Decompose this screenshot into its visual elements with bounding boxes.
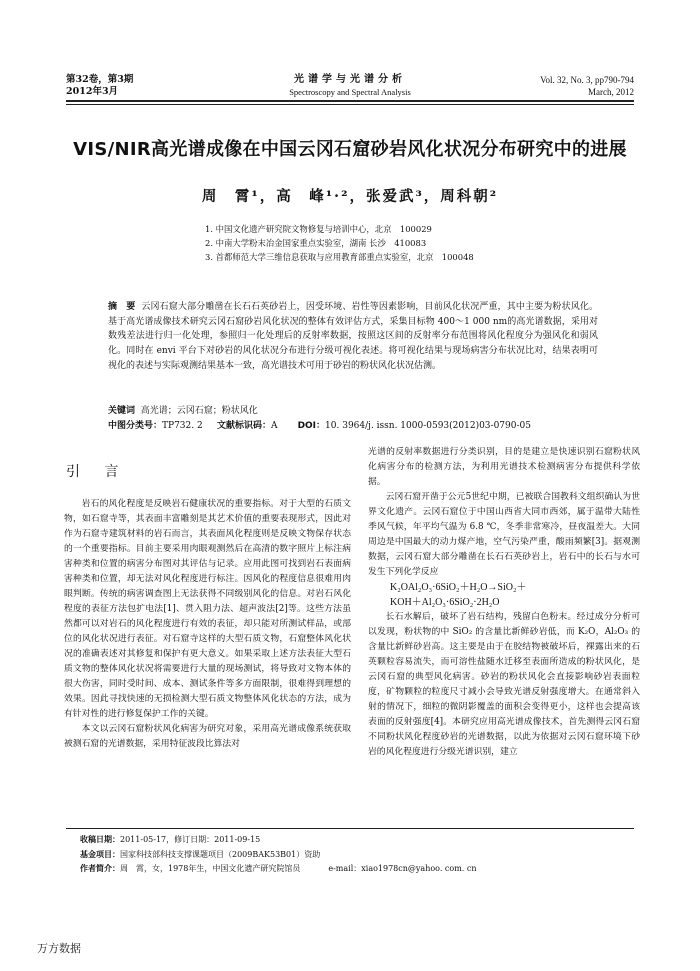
header-issue-cn-line2: 2012年3月	[66, 86, 119, 97]
journal-name-cn: 光谱学与光谱分析	[294, 74, 406, 85]
paper-title: VIS/NIR高光谱成像在中国云冈石窟砂岩风化状况分布研究中的进展	[73, 139, 627, 160]
doi-label: DOI：	[297, 421, 326, 431]
affiliation-item: 1. 中国文化遗产研究院文物修复与培训中心，北京 100029	[205, 224, 432, 234]
header-issue-cn-line1: 第32卷，第3期	[66, 74, 134, 85]
affiliation-item: 3. 首都师范大学三维信息获取与应用教育部重点实验室，北京 100048	[205, 252, 474, 262]
classification	[108, 419, 608, 433]
clc-value: TP732. 2	[162, 421, 203, 431]
left-column	[64, 497, 351, 752]
abstract	[108, 300, 598, 374]
paragraph: 本文以云冈石窟粉状风化病害为研究对象，采用高光谱成像系统获取被测石窟的光谱数据，采用特征波段比算法对	[64, 724, 351, 749]
doc-code-value: A	[271, 421, 278, 431]
footnote-rule	[66, 828, 634, 829]
affiliation-item: 2. 中南大学粉末冶金国家重点实验室，湖南 长沙 410083	[205, 238, 427, 248]
keywords-label: 关键词	[108, 406, 136, 416]
footnote-label: 收稿日期：	[80, 835, 120, 844]
abstract-label: 摘 要	[108, 302, 136, 312]
right-column	[368, 445, 640, 760]
journal-name-en: Spectroscopy and Spectral Analysis	[289, 87, 411, 97]
header-rule-thin	[66, 104, 634, 105]
footnote-funding	[80, 848, 477, 863]
doi-value: 10. 3964/j. issn. 1000-0593(2012)03-0790-05	[325, 421, 531, 431]
footnote-text: 国家科技部科技支撑课题项目（2009BAK53B01）资助	[120, 849, 321, 859]
header-issue-cn	[66, 74, 133, 98]
paragraph: 光谱的反射率数据进行分类识别，目的是建立是快速识别石窟粉状风化病害分布的检测方法，为利用光谱技术检测病害分布提供科学依据。	[368, 447, 640, 487]
footnote-label: 作者简介：	[80, 864, 120, 873]
footnote-text: 周 霄，女，1978年生，中国文化遗产研究院馆员	[120, 864, 301, 873]
section-heading-introduction: 引 言	[66, 464, 129, 480]
watermark-text: 万方数据	[37, 942, 81, 955]
abstract-text: 云冈石窟大部分雕凿在长石石英砂岩上，因受环境、岩性等因素影响，目前风化状况严重，其中主要为粉状风化。基于高光谱成像技术研究云冈石窟砂岩风化状况的整体有效评估方式，采集目标物 400～1 000 nm的高光谱数据，采用对数残差法进行归一化处理，参照归一化处理后的反射率数据，按照这区间的反射率分布范围将风化程度分为强风化和弱风化。同时在 envi 平台下对砂岩的风化状况分布进行分级可视化表述。将可视化结果与现场病害分布状况比对，结果表明可视化的表述与实际观测结果基本一致，高光谱技术可用于砂岩的粉状风化状况估测。	[108, 302, 598, 371]
chemical-equation-line1: K₂OAl₂O₃·6SiO₂＋H₂O→SiO₂＋	[390, 582, 527, 593]
footnotes	[80, 833, 477, 877]
paragraph: 长石水解后，破坏了岩石结构，残留白色粉末。经过成分分析可以发现，粉状物的中 SiO₂ 的含量比新鲜砂岩低，而 K₂O，Al₂O₃ 的含量比新鲜砂岩高。这主要是由于在胶结物被破坏后，裸露出来的石英颗粒容易流失，而可溶性盐随水迁移至表面所造成的粉状风化，是云冈石窟的典型风化病害。砂岩的粉状风化会直接影响砂岩表面粒度，矿物颗粒的粒度尺寸减小会导致光谱反射强度增大。在通常斜入射的情况下，细粒的微阴影覆盖的面积会变得更小，这样也会提高该表面的反射强度[4]。本研究应用高光谱成像技术，首先测得云冈石窟不同粉状风化程度砂岩的光谱数据，以此为依据对云冈石窟环境下砂岩的风化程度进行分级光谱识别，建立	[368, 612, 640, 757]
doc-code-label: 文献标识码：	[217, 421, 272, 431]
paragraph: 岩石的风化程度是反映岩石健康状况的重要指标。对于大型的石质文物，如石窟寺等，其表面丰富雕刻是其艺术价值的重要表现形式，因此对作为石窟寺建筑材料的岩石而言，其表面风化程度则是反映文物保存状态的一个重要指标。目前主要采用肉眼观测然后在高清的数字照片上标注病害种类和位置的病害分布图对其评估与记录。应用此图可找到岩石表面病害种类和位置，却无法对风化程度进行标注。因风化的程度信息很难用肉眼判断。传统的病害调查图上无法获得不同级别风化的信息。对岩石风化程度的表征方法包扩电法[1]、贯入阻力法、超声波法[2]等。这些方法虽然都可以对岩石的风化程度进行有效的表征，却只能对所测试样品，或部位的风化状况进行表征。对石窟寺这样的大型石质文物，石窟整体风化状况的准确表述对其修复和保护有更大意义。如果采取上述方法表征大型石质文物的整体风化状况将需要进行大量的现场测试，将导致对文物本体的很大伤害，同时受时间、成本、测试条件等多方面限制，很难得到理想的效果。因此寻找快速的无损检测大型石质文物整体风化状态的方法，成为有针对性的进行修复保护工作的关键。	[64, 499, 351, 719]
header-rule	[66, 100, 634, 102]
paragraph: 云冈石窟开凿于公元5世纪中期，已被联合国教科文组织确认为世界文化遗产。云冈石窟位于中国山西省大同市西郊，属于温带大陆性季风气候，年平均气温为 6.8 ℃，冬季非常寒冷，昼夜温差大。大同周边是中国最大的动力煤产地，空气污染严重，酸雨频繁[3]。据观测数据，云冈石窟大部分雕凿在长石石英砂岩上，岩石中的长石与水可发生下列化学反应	[368, 492, 640, 577]
footnote-label: 基金项目：	[80, 849, 120, 859]
keywords	[108, 404, 608, 418]
header-issue-en-line1: Vol. 32, No. 3, pp790-794	[540, 75, 634, 85]
header-issue-en	[540, 74, 634, 98]
header-journal	[240, 74, 460, 98]
footnote-received	[80, 833, 477, 848]
keywords-text: 高光谱；云冈石窟；粉状风化	[140, 406, 258, 416]
author-list: 周 霄¹，高 峰¹·²，张爱武³，周科朝²	[201, 188, 499, 205]
clc-label: 中图分类号：	[108, 421, 163, 431]
footnote-author	[80, 862, 477, 877]
author-email: e-mail：xiao1978cn@yahoo. com. cn	[328, 864, 477, 873]
footnote-text: 2011-05-17，修订日期：2011-09-15	[120, 835, 261, 844]
chemical-equation-line2: KOH＋Al₂O₃·6SiO₂·2H₂O	[390, 597, 500, 608]
affiliations	[205, 222, 474, 264]
header-issue-en-line2: March, 2012	[588, 87, 634, 97]
